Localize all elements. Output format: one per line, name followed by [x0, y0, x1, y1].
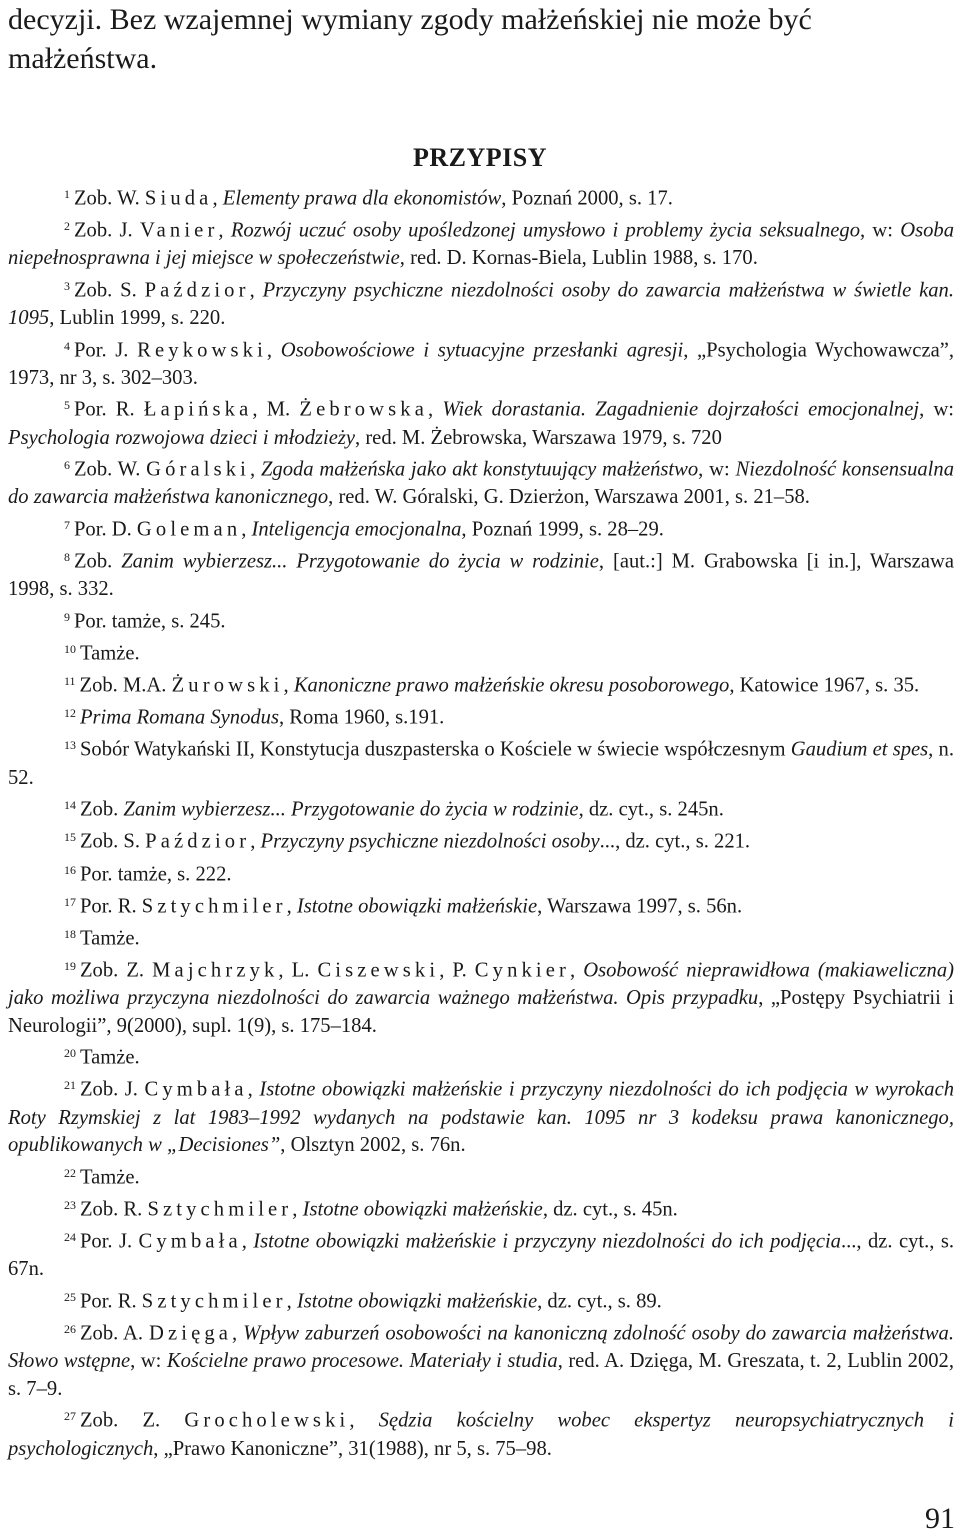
footnote-number: 23: [64, 1197, 76, 1212]
footnote-14: [8, 792, 954, 824]
footnote-number: 15: [64, 830, 76, 845]
page-number: 91: [925, 1502, 955, 1535]
footnote-19: [8, 953, 954, 1040]
footnote-number: 18: [64, 926, 76, 941]
footnote-6: [8, 452, 954, 512]
footnote-number: 22: [64, 1165, 76, 1180]
footnote-text: , Poznań 2000, s. 17.: [501, 187, 673, 210]
footnote-author: Cymbała: [144, 1079, 248, 1102]
footnote-text: , Poznań 1999, s. 28–29.: [461, 518, 664, 541]
footnote-16: [8, 857, 954, 889]
footnote-text: , Warszawa 1997, s. 56n.: [537, 895, 743, 918]
footnote-number: 12: [64, 706, 76, 721]
footnote-title: Istotne obowiązki małżeńskie i przyczyny niezdolności do ich podjęcia: [253, 1230, 841, 1253]
footnote-text: ,: [292, 1198, 303, 1221]
footnote-text: Zob. W.: [73, 458, 147, 481]
footnote-title: Osobowościowe i sytuacyjne przesłanki agresji: [280, 339, 684, 362]
footnote-20: [8, 1040, 954, 1072]
footnote-text: Zob. W.: [73, 187, 145, 210]
footnote-number: 16: [64, 862, 76, 877]
footnote-text: Zob. Z.: [79, 959, 153, 982]
footnote-text: Zob. M.A.: [79, 674, 172, 697]
footnote-title: Przyczyny psychiczne niezdolności osoby: [260, 830, 600, 853]
footnote-text: Tamże.: [79, 1046, 140, 1069]
footnote-author: Paździor: [145, 830, 251, 853]
footnote-number: 1: [64, 187, 70, 201]
footnote-text: , dz. cyt., s. 45n.: [542, 1198, 678, 1221]
footnote-text: Zob.: [79, 798, 124, 821]
footnote-text: , n. 52.: [8, 739, 954, 789]
footnote-author: Łapińska: [143, 398, 253, 421]
footnote-author: Sztychmiler: [141, 895, 287, 918]
footnote-number: 27: [64, 1409, 76, 1424]
footnote-number: 8: [64, 550, 70, 565]
footnotes-heading: PRZYPISY: [412, 143, 547, 172]
footnote-text: Por. tamże, s. 245.: [73, 610, 226, 633]
footnote-text: , P.: [439, 959, 475, 982]
footnote-text: Por. J.: [79, 1230, 139, 1253]
footnote-number: 17: [64, 894, 76, 909]
footnote-26: [8, 1316, 954, 1403]
footnote-title: Wpływ zaburzeń osobowości na kanoniczną zdolność osoby do zawarcia małżeństwa. Słowo wstępne: [8, 1322, 954, 1373]
footnote-3: [8, 273, 954, 333]
footnote-18: [8, 921, 954, 953]
footnote-text: ,: [218, 219, 231, 242]
footnote-title: Elementy prawa dla ekonomistów: [222, 187, 502, 210]
footnote-text: ,: [249, 279, 263, 302]
footnote-9: [8, 604, 954, 636]
footnote-text: ,: [569, 959, 584, 982]
footnote-text: , „Prawo Kanoniczne”, 31(1988), nr 5, s. 75–98.: [153, 1437, 552, 1460]
intro-paragraph: decyzji. Bez wzajemnej wymiany zgody małżeńskiej nie może być małżeństwa.: [8, 3, 812, 75]
footnote-number: 24: [64, 1230, 76, 1245]
footnote-text: Zob. J.: [79, 1079, 145, 1102]
footnote-number: 10: [64, 641, 76, 656]
footnote-text: , w:: [919, 398, 955, 421]
footnote-text: Por. J.: [73, 339, 138, 362]
footnote-title: Istotne obowiązki małżeńskie i przyczyny niezdolności do ich podjęcia w wyrokach Roty Rzymskiej z lat 1983–1992 wydanych na podstawie kan. 1095 nr 3 kodeksu prawa kanonicznego, opublikowanych w „Decisiones”: [8, 1079, 955, 1157]
footnote-17: [8, 889, 954, 921]
footnote-8: [8, 544, 954, 604]
footnote-text: , [aut.:] M. Grabowska [i in.], Warszawa 1998, s. 332.: [8, 550, 954, 601]
footnote-title: Wiek dorastania. Zagadnienie dojrzałości emocjonalnej: [442, 398, 920, 421]
footnote-text: Tamże.: [79, 642, 140, 665]
footnote-title: Sędzia kościelny wobec ekspertyz neuropsychiatrycznych i psychologicznych: [8, 1409, 954, 1460]
footnote-text: , „Psychologia Wychowawcza”, 1973, nr 3, s. 302–303.: [8, 339, 955, 389]
footnote-text: ,: [427, 398, 443, 421]
footnote-text: , dz. cyt., s. 245n.: [578, 798, 724, 821]
footnote-title: Kanoniczne prawo małżeńskie okresu posoborowego: [293, 674, 730, 697]
footnote-number: 21: [64, 1078, 76, 1093]
footnote-text: , red. D. Kornas-Biela, Lublin 1988, s. 170.: [399, 247, 758, 270]
footnote-number: 13: [64, 738, 76, 753]
footnote-text: Zob. S.: [79, 830, 146, 853]
footnote-24: [8, 1224, 954, 1284]
footnote-author: Reykowski: [137, 339, 267, 362]
footnote-author: Żebrowska: [299, 398, 428, 421]
footnote-text: Zob. A.: [79, 1322, 149, 1345]
footnote-text: , Olsztyn 2002, s. 76n.: [280, 1134, 466, 1157]
footnote-number: 7: [64, 517, 70, 532]
footnote-23: [8, 1192, 954, 1224]
footnote-author: Vanier: [139, 219, 219, 242]
footnote-text: ,: [212, 187, 223, 210]
footnote-author: Ciszewski: [317, 959, 440, 982]
footnote-15: [8, 824, 954, 856]
footnote-number: 9: [64, 609, 70, 624]
footnote-text: , red. M. Żebrowska, Warszawa 1979, s. 720: [355, 426, 722, 449]
footnote-number: 25: [64, 1289, 76, 1304]
footnote-author: Cymbała: [138, 1230, 242, 1253]
footnote-author: Sztychmiler: [141, 1290, 287, 1313]
footnotes-list: [8, 181, 954, 1463]
footnote-title: Istotne obowiązki małżeńskie: [302, 1198, 543, 1221]
footnote-text: ,: [286, 1290, 297, 1313]
footnote-text: Sobór Watykański II, Konstytucja duszpasterska o Kościele w świecie współczesnym: [79, 739, 791, 761]
footnote-text: ,: [241, 1230, 254, 1253]
footnote-title: Osobowość nieprawidłowa (makiaweliczna) jako możliwa przyczyna niezdolności do zawarcia ważnego małżeństwa. Opis przypadku: [8, 959, 954, 1010]
footnote-11: [8, 668, 954, 700]
footnote-author: Żurowski: [171, 674, 284, 697]
footnote-12: [8, 700, 954, 732]
footnote-author: Majchrzyk: [152, 959, 279, 982]
footnote-author: Paździor: [144, 279, 250, 302]
footnote-number: 3: [64, 278, 70, 293]
footnote-title: Psychologia rozwojowa dzieci i młodzieży: [8, 426, 356, 449]
footnote-title: Zanim wybierzesz... Przygotowanie do życia w rodzinie: [123, 798, 579, 821]
footnote-title: Przyczyny psychiczne niezdolności osoby do zawarcia małżeństwa w świetle kan. 1095: [8, 279, 954, 330]
footnote-text: ,: [250, 830, 261, 853]
footnote-text: , red. A. Dzięga, M. Greszata, t. 2, Lublin 2002, s. 7–9.: [8, 1350, 954, 1400]
footnote-text: ,: [247, 1079, 260, 1102]
footnote-2: [8, 213, 954, 273]
footnote-author: Siuda: [144, 187, 213, 210]
footnote-22: [8, 1160, 954, 1192]
footnote-text: , M.: [252, 398, 300, 421]
footnote-text: ,: [241, 518, 252, 541]
footnote-text: , Katowice 1967, s. 35.: [729, 674, 920, 697]
footnote-4: [8, 333, 954, 393]
footnote-text: ,: [283, 674, 294, 697]
footnote-number: 5: [64, 398, 70, 413]
footnote-title: Osoba niepełnosprawna i jej miejsce w społeczeństwie: [8, 219, 955, 270]
footnote-author: Grocholewski: [184, 1409, 350, 1432]
footnote-text: ,: [286, 895, 297, 918]
footnote-title: Inteligencja emocjonalna: [251, 518, 462, 541]
footnote-text: ,: [250, 458, 261, 481]
footnote-text: Por. R.: [79, 1290, 142, 1313]
footnote-13: [8, 732, 954, 792]
footnote-author: Goleman: [136, 518, 242, 541]
footnote-number: 6: [64, 458, 70, 473]
footnote-number: 2: [64, 219, 70, 234]
footnote-text: , Lublin 1999, s. 220.: [49, 307, 226, 330]
footnote-7: [8, 512, 954, 544]
footnote-text: , L.: [278, 959, 318, 982]
footnote-text: , dz. cyt., s. 89.: [537, 1290, 662, 1313]
footnote-title: Gaudium et spes: [790, 739, 929, 761]
footnote-author: Dzięga: [148, 1322, 233, 1345]
footnote-text: ..., dz. cyt., s. 221.: [599, 830, 751, 853]
footnote-title: Rozwój uczuć osoby upośledzonej umysłowo i problemy życia seksualnego: [230, 219, 860, 242]
footnote-author: Sztychmiler: [147, 1198, 293, 1221]
footnote-number: 14: [64, 798, 76, 813]
footnote-title: Prima Romana Synodus: [79, 706, 279, 729]
footnote-10: [8, 636, 954, 668]
footnote-text: ,: [349, 1409, 379, 1432]
footnote-text: Por. R.: [73, 398, 144, 421]
footnote-title: Zgoda małżeńska jako akt konstytuujący małżeństwo: [260, 458, 699, 481]
footnote-text: Zob. R.: [79, 1198, 148, 1221]
footnote-number: 4: [64, 338, 70, 353]
footnote-text: , w:: [698, 458, 736, 481]
footnote-text: Por. tamże, s. 222.: [79, 863, 232, 886]
footnote-title: Istotne obowiązki małżeńskie: [296, 1290, 538, 1313]
footnote-title: Niezdolność konsensualna do zawarcia małżeństwa kanonicznego: [8, 458, 955, 509]
footnote-text: Tamże.: [79, 1166, 140, 1189]
footnote-number: 20: [64, 1046, 76, 1061]
footnote-author: Cynkier: [474, 959, 570, 982]
footnote-title: Istotne obowiązki małżeńskie: [296, 895, 538, 918]
footnote-text: Tamże.: [79, 927, 140, 950]
footnote-text: ,: [232, 1322, 244, 1345]
footnote-text: Por. D.: [73, 518, 137, 541]
footnote-text: Por. R.: [79, 895, 142, 918]
footnote-author: Góralski: [146, 458, 251, 481]
footnote-text: Zob. J.: [73, 219, 140, 242]
footnote-text: , w:: [860, 219, 901, 242]
footnote-25: [8, 1284, 954, 1316]
footnote-text: ,: [266, 339, 281, 362]
footnote-title: Zanim wybierzesz... Przygotowanie do życia w rodzinie: [121, 550, 599, 573]
footnote-text: Zob.: [73, 550, 122, 573]
footnote-text: ..., dz. cyt., s. 67n.: [8, 1230, 954, 1281]
footnote-5: [8, 392, 954, 452]
footnote-number: 19: [64, 958, 76, 973]
footnote-text: Zob. Z.: [79, 1409, 185, 1432]
footnote-text: , w:: [130, 1350, 167, 1373]
footnote-text: Zob. S.: [73, 279, 145, 302]
footnote-21: [8, 1072, 954, 1159]
footnote-title: Kościelne prawo procesowe. Materiały i studia: [166, 1350, 558, 1373]
footnote-number: 26: [64, 1322, 76, 1337]
footnote-text: , Roma 1960, s.191.: [279, 706, 445, 729]
footnote-number: 11: [64, 674, 76, 689]
footnote-text: , red. W. Góralski, G. Dzierżon, Warszawa 2001, s. 21–58.: [328, 486, 810, 509]
footnote-text: , „Postępy Psychiatrii i Neurologii”, 9(2000), supl. 1(9), s. 175–184.: [8, 987, 955, 1037]
footnote-27: [8, 1403, 954, 1463]
footnote-1: [8, 181, 954, 213]
